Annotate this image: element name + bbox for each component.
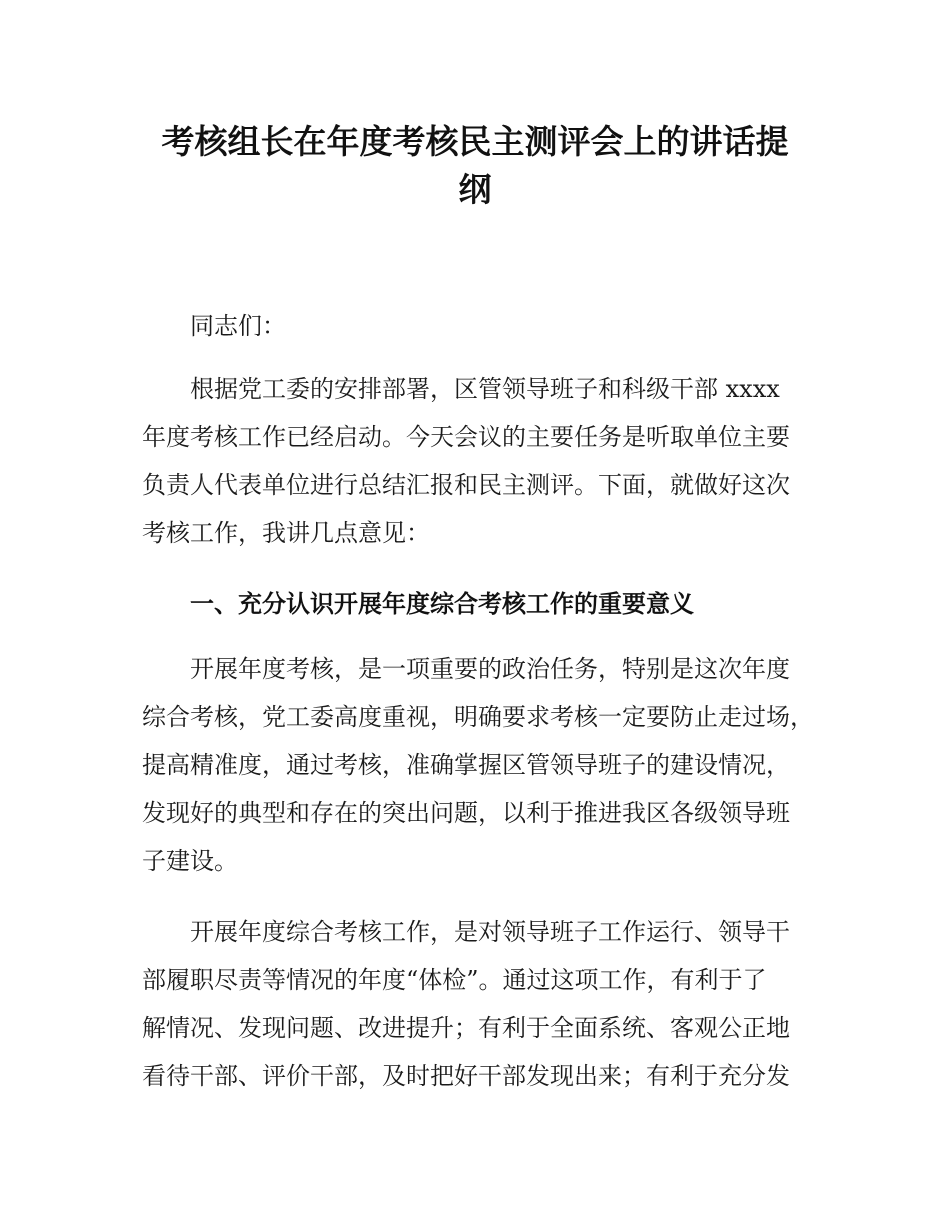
salutation: 同志们： [190, 312, 286, 340]
document-title [120, 118, 830, 214]
paragraph-2-line: 提高精准度，通过考核，准确掌握区管领导班子的建设情况， [142, 751, 790, 779]
paragraph-3-line: 部履职尽责等情况的年度“体检”。通过这项工作，有利于了 [142, 966, 767, 994]
paragraph-2-line: 子建设。 [142, 847, 238, 875]
title-line-2: 纲 [458, 170, 492, 209]
paragraph-2-line: 开展年度考核，是一项重要的政治任务，特别是这次年度 [190, 655, 790, 683]
paragraph-3 [142, 908, 832, 1100]
paragraph-1-line: 年度考核工作已经启动。今天会议的主要任务是听取单位主要 [142, 423, 790, 451]
paragraph-3-line: 解情况、发现问题、改进提升；有利于全面系统、客观公正地 [142, 1014, 790, 1042]
paragraph-1 [142, 365, 832, 557]
paragraph-2-line: 综合考核，党工委高度重视，明确要求考核一定要防止走过场， [142, 703, 814, 731]
paragraph-2-line: 发现好的典型和存在的突出问题，以利于推进我区各级领导班 [142, 799, 790, 827]
paragraph-1-line: 考核工作，我讲几点意见： [142, 519, 430, 547]
paragraph-2 [142, 645, 832, 885]
paragraph-3-line: 开展年度综合考核工作，是对领导班子工作运行、领导干 [190, 918, 790, 946]
title-line-1: 考核组长在年度考核民主测评会上的讲话提 [161, 122, 789, 161]
paragraph-1-line: 负责人代表单位进行总结汇报和民主测评。下面，就做好这次 [142, 471, 790, 499]
paragraph-1-line: 根据党工委的安排部署，区管领导班子和科级干部 xxxx [190, 375, 780, 403]
section-heading-1: 一、充分认识开展年度综合考核工作的重要意义 [190, 590, 694, 618]
paragraph-3-line: 看待干部、评价干部，及时把好干部发现出来；有利于充分发 [142, 1062, 790, 1090]
